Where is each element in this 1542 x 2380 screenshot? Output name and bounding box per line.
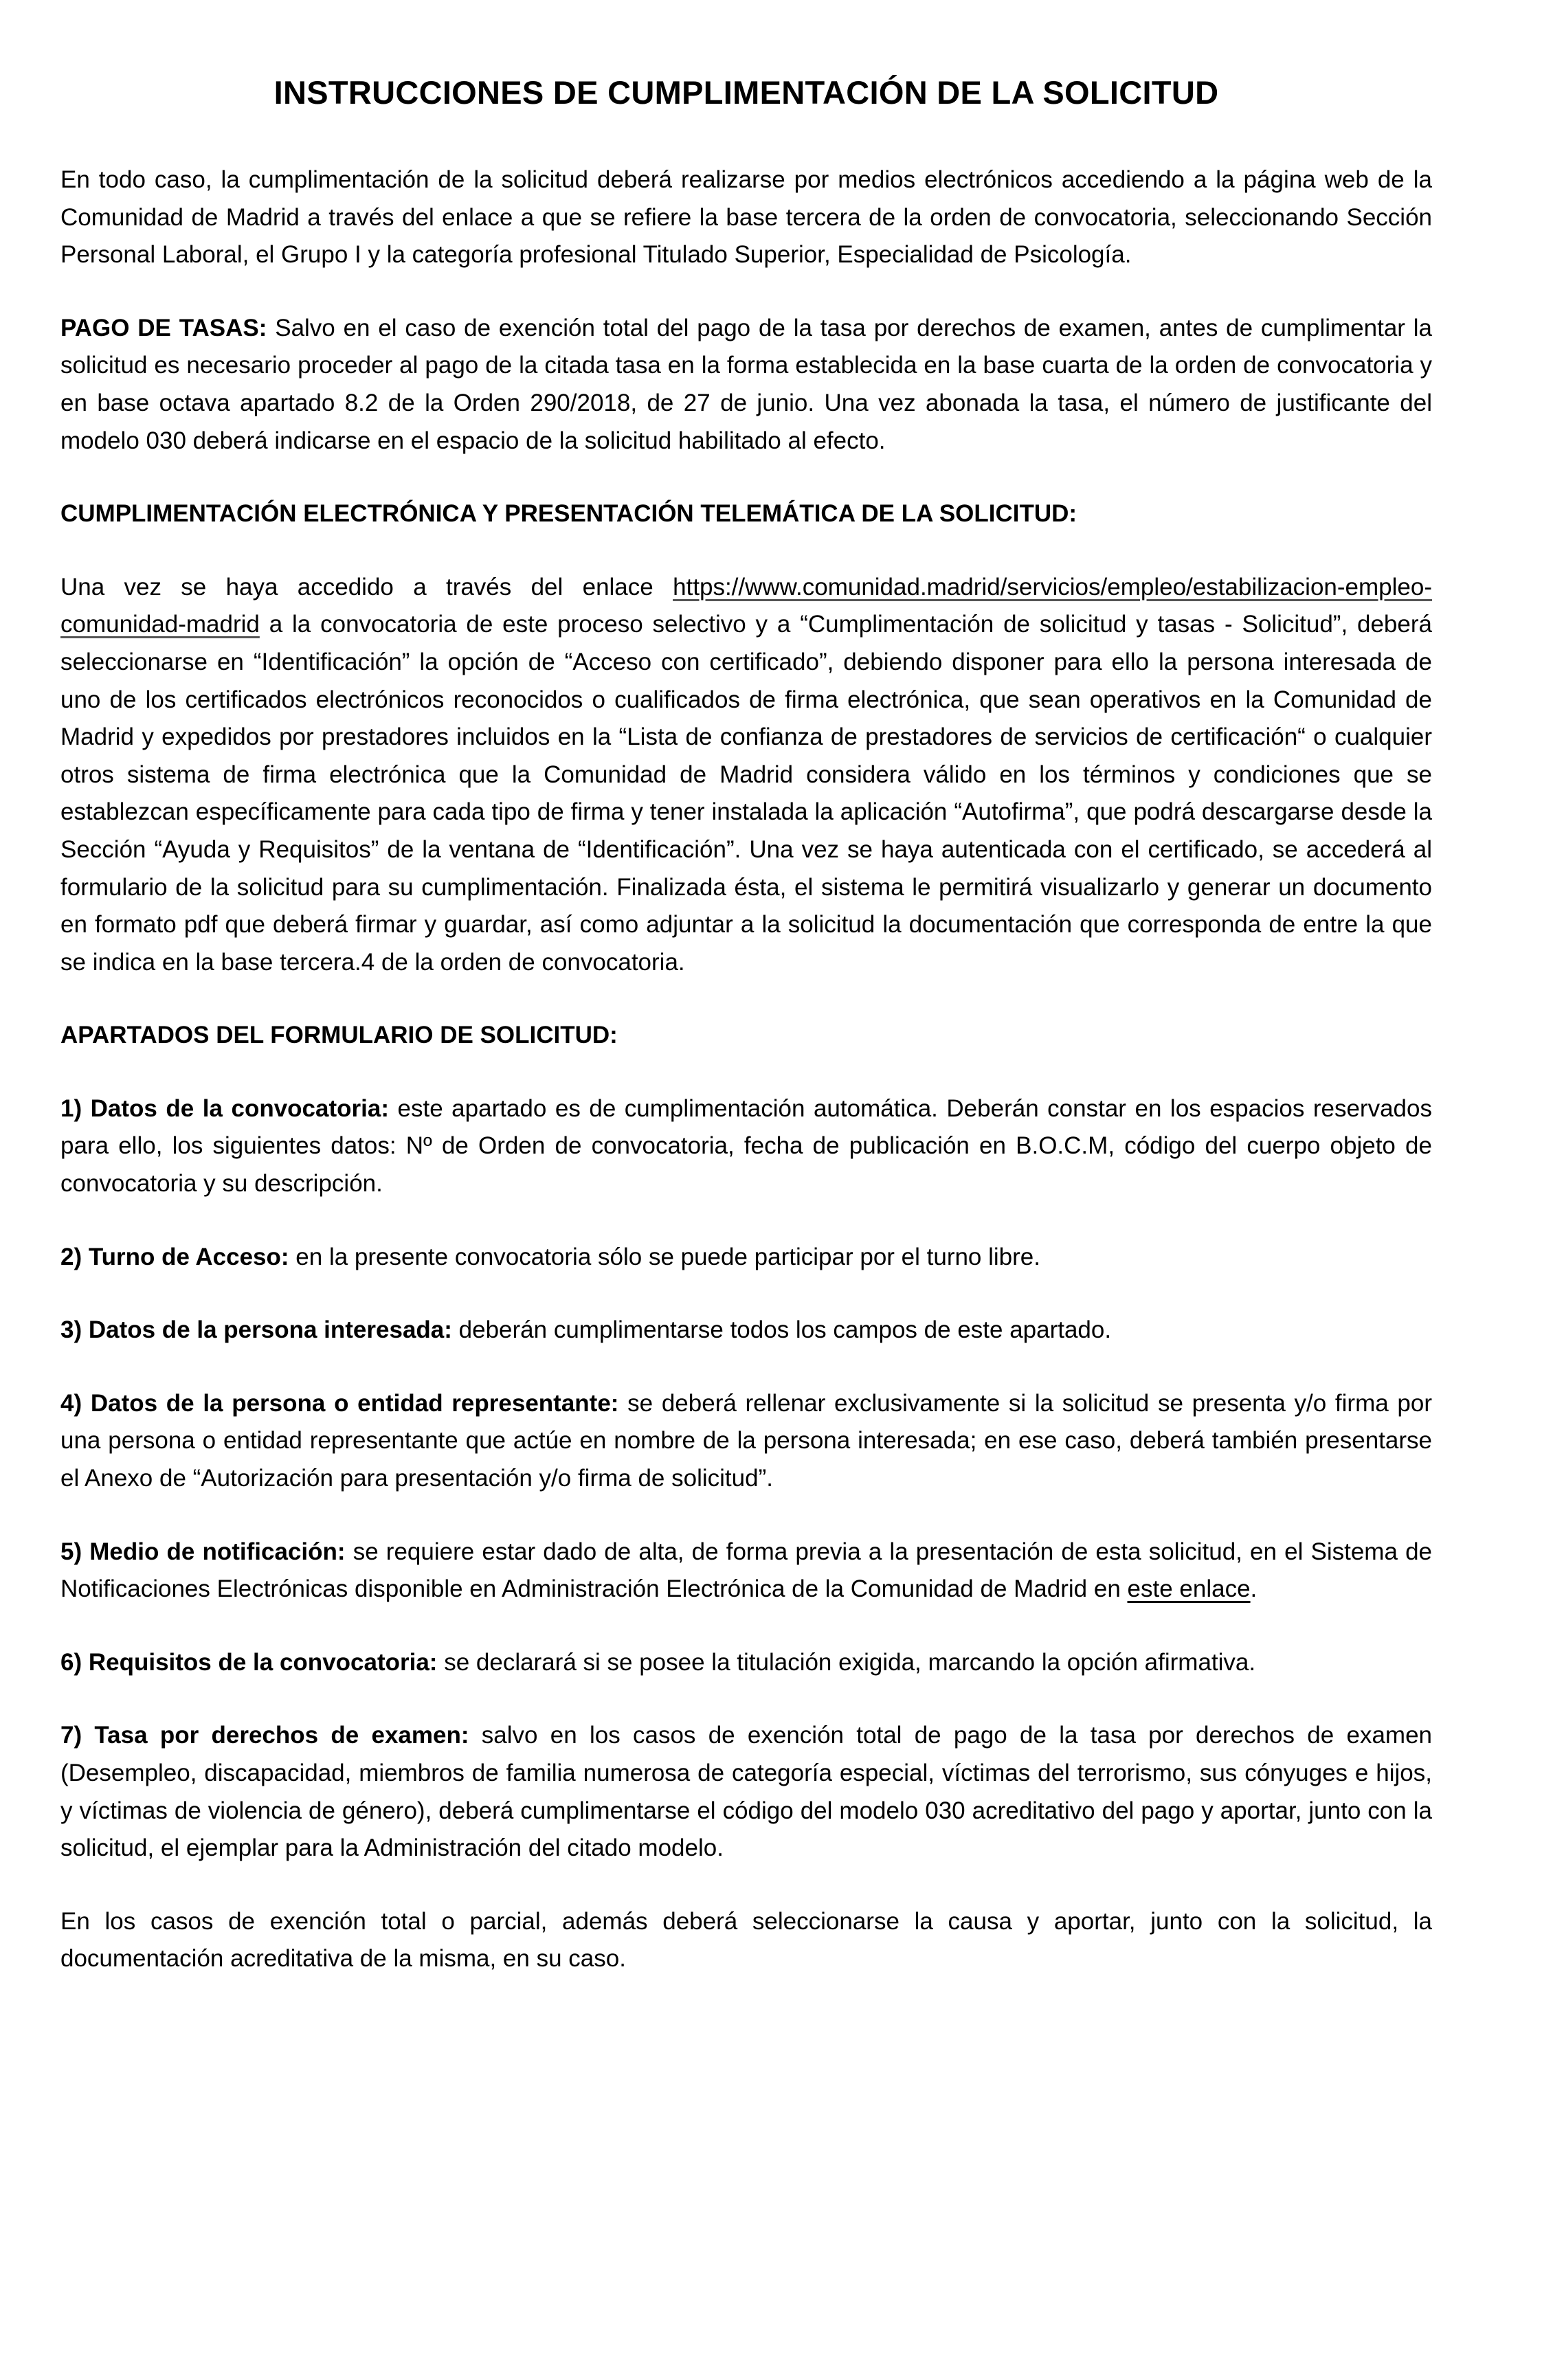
pago-tasas-paragraph xyxy=(60,310,1432,460)
apartado-text-end: . xyxy=(1250,1575,1258,1603)
pago-tasas-label: PAGO DE TASAS: xyxy=(60,314,267,341)
apartado-text: en la presente convocatoria sólo se puede participar por el turno libre. xyxy=(289,1243,1040,1270)
apartado-item xyxy=(60,1385,1432,1498)
apartado-text: se requiere estar dado de alta, de forma previa a la presentación de esta solicitud, en el Sistema de Notificaciones Electrónicas disponible en Administración Electrónica de la Comunidad de Madrid en xyxy=(60,1538,1432,1603)
apartado-item xyxy=(60,1644,1432,1682)
electronica-text-after: a la convocatoria de este proceso selectivo y a “Cumplimentación de solicitud y tasas - Solicitud”, deberá seleccionarse en “Identificación” la opción de “Acceso con certificado”, debiendo disponer para ello la persona interesada de uno de los certificados electrónicos reconocidos o cualificados de firma electrónica, que sean operativos en la Comunidad de Madrid y expedidos por prestadores incluidos en la “Lista de confianza de prestadores de servicios de certificación“ o cualquier otros sistema de firma electrónica que la Comunidad de Madrid considera válido en los términos y condiciones que se establezcan específicamente para cada tipo de firma y tener instalada la aplicación “Autofirma”, que podrá descargarse desde la Sección “Ayuda y Requisitos” de la ventana de “Identificación”. Una vez se haya autenticada con el certificado, se accederá al formulario de la solicitud para su cumplimentación. Finalizada ésta, el sistema le permitirá visualizarlo y generar un documento en formato pdf que deberá firmar y guardar, así como adjuntar a la solicitud la documentación que corresponda de entre la que se indica en la base tercera.4 de la orden de convocatoria. xyxy=(60,611,1432,976)
apartado-text: deberán cumplimentarse todos los campos de este apartado. xyxy=(451,1316,1112,1344)
apartado-item xyxy=(60,1534,1432,1608)
apartado-text: se deberá rellenar exclusivamente si la solicitud se presenta y/o firma por una persona o entidad representante que actúe en nombre de la persona interesada; en ese caso, deberá también presentarse el Anexo de “Autorización para presentación y/o firma de solicitud”. xyxy=(60,1389,1432,1492)
apartado-label: 4) Datos de la persona o entidad representante: xyxy=(60,1389,619,1417)
apartado-text: este apartado es de cumplimentación automática. Deberán constar en los espacios reservados para ello, los siguientes datos: Nº de Orden de convocatoria, fecha de publicación en B.O.C.M, código del cuerpo objeto de convocatoria y su descripción. xyxy=(60,1094,1432,1198)
electronica-heading: CUMPLIMENTACIÓN ELECTRÓNICA Y PRESENTACIÓN TELEMÁTICA DE LA SOLICITUD: xyxy=(60,500,1077,528)
apartado-item xyxy=(60,1090,1432,1203)
apartado-item xyxy=(60,1312,1432,1349)
intro-paragraph: En todo caso, la cumplimentación de la solicitud deberá realizarse por medios electrónicos accediendo a la página web de la Comunidad de Madrid a través del enlace a que se refiere la base tercera de la orden de convocatoria, seleccionando Sección Personal Laboral, el Grupo I y la categoría profesional Titulado Superior, Especialidad de Psicología. xyxy=(60,166,1432,269)
apartado-label: 5) Medio de notificación: xyxy=(60,1538,346,1565)
apartados-heading: APARTADOS DEL FORMULARIO DE SOLICITUD: xyxy=(60,1022,618,1049)
apartado-item xyxy=(60,1239,1432,1277)
apartado-text: se declarará si se posee la titulación exigida, marcando la opción afirmativa. xyxy=(437,1648,1256,1676)
pago-tasas-text: Salvo en el caso de exención total del pago de la tasa por derechos de examen, antes de cumplimentar la solicitud es necesario proceder al pago de la citada tasa en la forma establecida en la base cuarta de la orden de convocatoria y en base octava apartado 8.2 de la Orden 290/2018, de 27 de junio. Una vez abonada la tasa, el número de justificante del modelo 030 deberá indicarse en el espacio de la solicitud habilitado al efecto. xyxy=(60,314,1433,454)
apartado-item xyxy=(60,1717,1432,1867)
apartado-label: 1) Datos de la convocatoria: xyxy=(60,1094,389,1122)
convocatoria-link[interactable]: https://www.comunidad.madrid/servicios/empleo/estabilizacion-empleo-comunidad-madrid xyxy=(60,573,1432,638)
document-title: INSTRUCCIONES DE CUMPLIMENTACIÓN DE LA SOLICITUD xyxy=(273,74,1219,111)
apartado-label: 2) Turno de Acceso: xyxy=(60,1243,289,1270)
apartado-label: 3) Datos de la persona interesada: xyxy=(60,1316,452,1344)
document-page xyxy=(60,72,1432,2014)
closing-paragraph: En los casos de exención total o parcial, además deberá seleccionarse la causa y aportar, junto con la solicitud, la documentación acreditativa de la misma, en su caso. xyxy=(60,1907,1432,1973)
apartado-text: salvo en los casos de exención total de pago de la tasa por derechos de examen (Desempleo, discapacidad, miembros de familia numerosa de categoría especial, víctimas del terrorismo, sus cónyuges e hijos, y víctimas de violencia de género), deberá cumplimentarse el código del modelo 030 acreditativo del pago y aportar, junto con la solicitud, el ejemplar para la Administración del citado modelo. xyxy=(60,1722,1433,1862)
electronica-paragraph xyxy=(60,569,1432,982)
apartado-label: 7) Tasa por derechos de examen: xyxy=(60,1722,469,1749)
electronica-text-before: Una vez se haya accedido a través del enlace xyxy=(60,573,673,600)
apartado-label: 6) Requisitos de la convocatoria: xyxy=(60,1648,438,1676)
notificaciones-link[interactable]: este enlace xyxy=(1127,1575,1251,1603)
